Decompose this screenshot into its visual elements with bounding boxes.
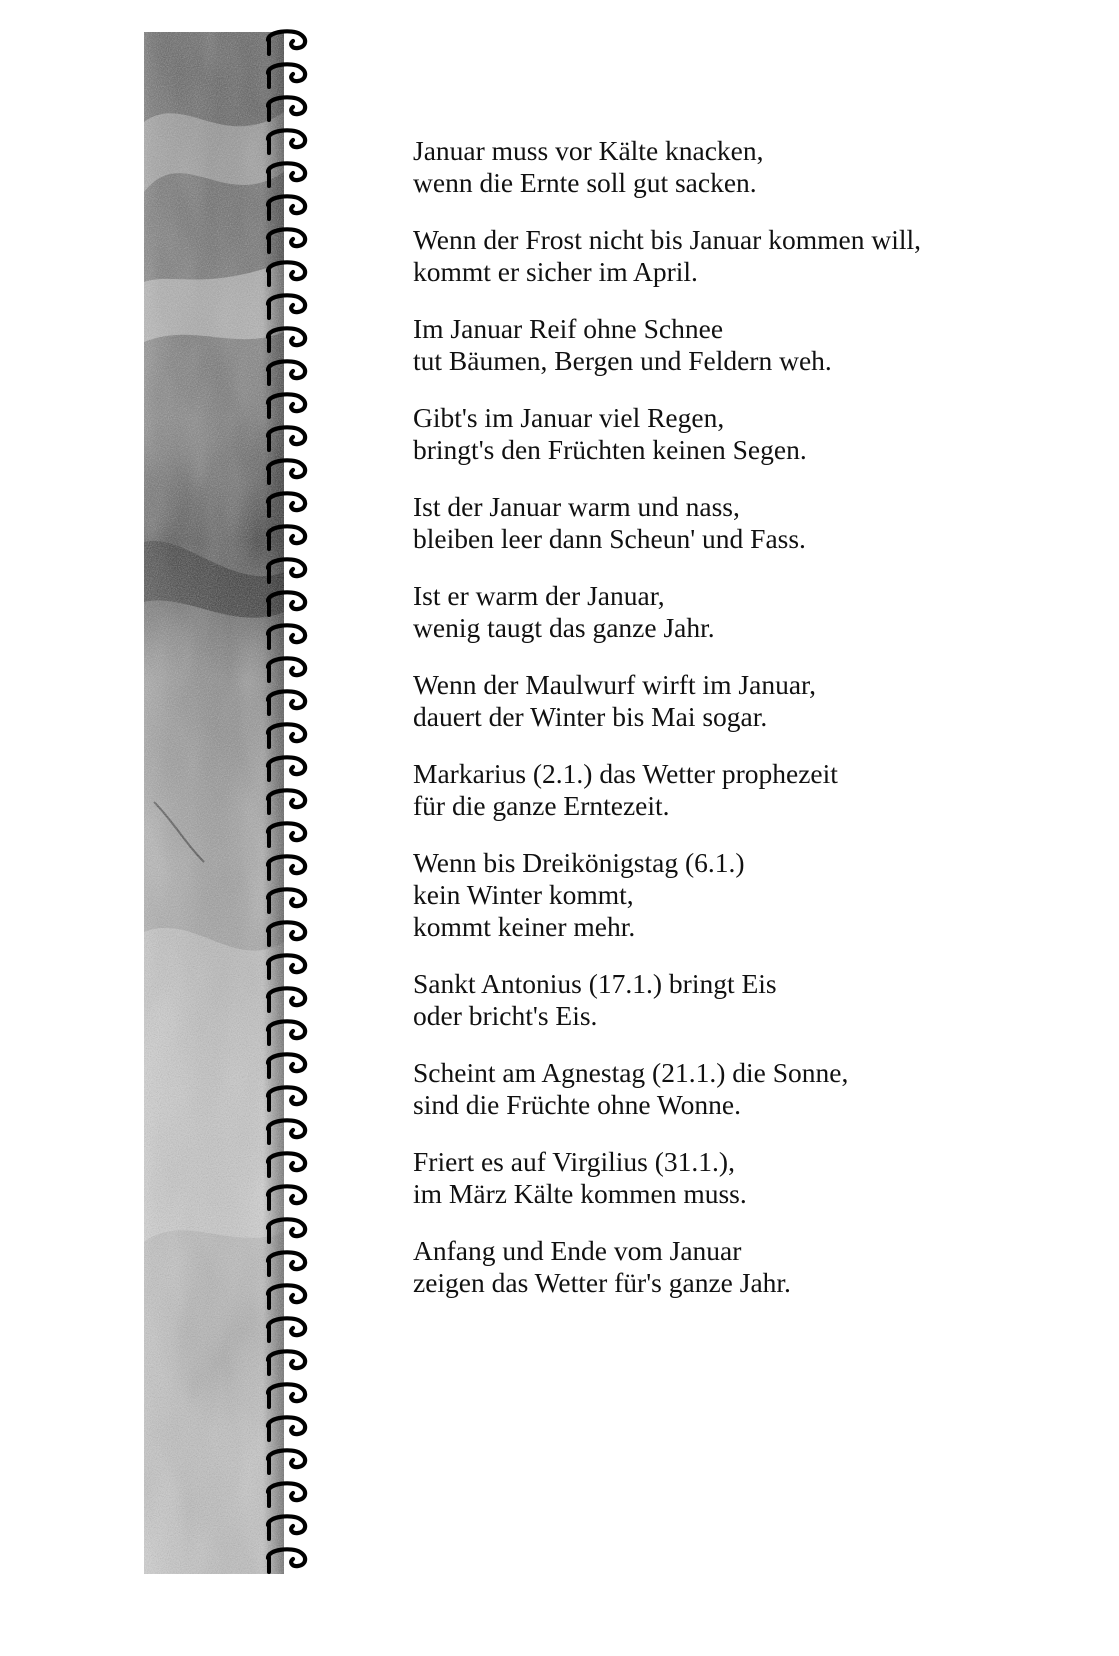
proverb-stanza: [413, 1235, 1053, 1299]
verse-line: Sankt Antonius (17.1.) bringt Eis: [413, 968, 777, 999]
verse-line: wenn die Ernte soll gut sacken.: [413, 167, 757, 198]
verse-line: bleiben leer dann Scheun' und Fass.: [413, 523, 806, 554]
verse-line: Januar muss vor Kälte knacken,: [413, 135, 764, 166]
proverb-stanza: [413, 669, 1053, 733]
proverb-stanza: [413, 580, 1053, 644]
spiral-binding-icon: [262, 28, 322, 1582]
verse-line: Markarius (2.1.) das Wetter prophezeit: [413, 758, 838, 789]
verse-line: bringt's den Früchten keinen Segen.: [413, 434, 807, 465]
verse-line: wenig taugt das ganze Jahr.: [413, 612, 715, 643]
proverb-stanza: [413, 1146, 1053, 1210]
verse-line: Gibt's im Januar viel Regen,: [413, 402, 725, 433]
proverb-stanza: [413, 1057, 1053, 1121]
weather-proverbs: [413, 135, 1053, 1324]
verse-line: Im Januar Reif ohne Schnee: [413, 313, 724, 344]
proverb-stanza: [413, 313, 1053, 377]
verse-line: kommt keiner mehr.: [413, 911, 636, 942]
verse-line: tut Bäumen, Bergen und Feldern weh.: [413, 345, 832, 376]
verse-line: im März Kälte kommen muss.: [413, 1178, 747, 1209]
verse-line: kein Winter kommt,: [413, 879, 634, 910]
verse-line: zeigen das Wetter für's ganze Jahr.: [413, 1267, 791, 1298]
verse-line: Friert es auf Virgilius (31.1.),: [413, 1146, 735, 1177]
verse-line: oder bricht's Eis.: [413, 1000, 598, 1031]
verse-line: Ist er warm der Januar,: [413, 580, 665, 611]
proverb-stanza: [413, 135, 1053, 199]
verse-line: Wenn der Maulwurf wirft im Januar,: [413, 669, 816, 700]
proverb-stanza: [413, 968, 1053, 1032]
verse-line: Wenn bis Dreikönigstag (6.1.): [413, 847, 745, 878]
verse-line: kommt er sicher im April.: [413, 256, 698, 287]
proverb-stanza: [413, 224, 1053, 288]
verse-line: für die ganze Erntezeit.: [413, 790, 670, 821]
proverb-stanza: [413, 847, 1053, 943]
proverb-stanza: [413, 491, 1053, 555]
verse-line: sind die Früchte ohne Wonne.: [413, 1089, 741, 1120]
verse-line: Scheint am Agnestag (21.1.) die Sonne,: [413, 1057, 849, 1088]
verse-line: Ist der Januar warm und nass,: [413, 491, 740, 522]
proverb-stanza: [413, 402, 1053, 466]
verse-line: Anfang und Ende vom Januar: [413, 1235, 742, 1266]
verse-line: dauert der Winter bis Mai sogar.: [413, 701, 768, 732]
proverb-stanza: [413, 758, 1053, 822]
verse-line: Wenn der Frost nicht bis Januar kommen will,: [413, 224, 921, 255]
